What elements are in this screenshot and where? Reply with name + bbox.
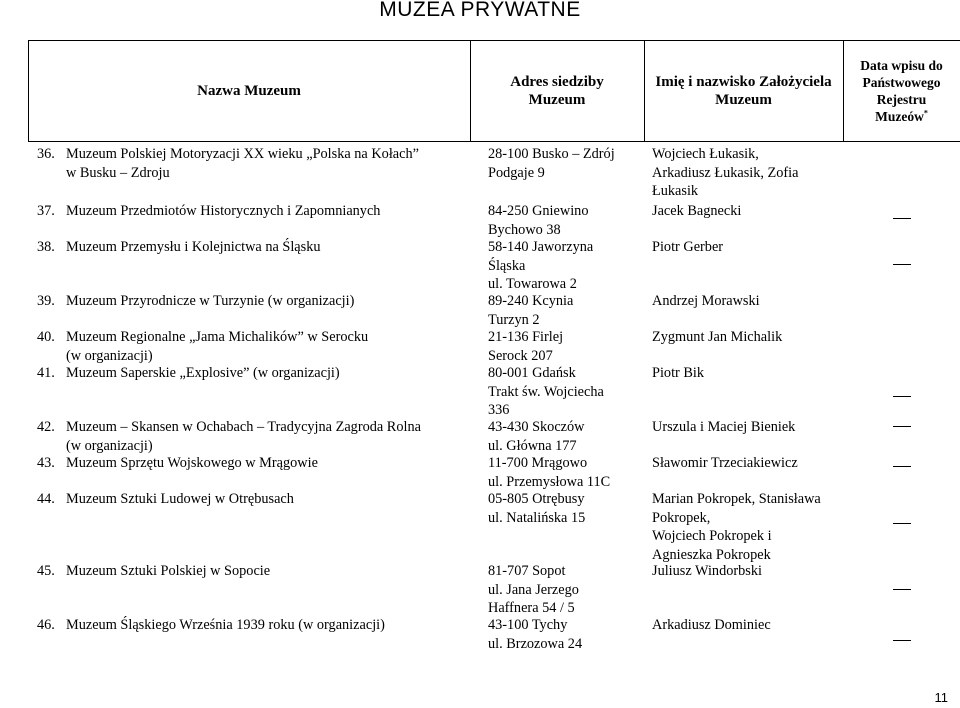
museum-name: Muzeum Przemysłu i Kolejnictwa na Śląsku — [66, 239, 321, 255]
museum-founder: Piotr Bik — [652, 365, 705, 381]
museum-address: 81-707 Sopot — [488, 563, 566, 579]
museum-name: (w organizacji) — [66, 347, 153, 364]
header-founder-line: Muzeum — [715, 91, 772, 108]
header-registry-line: Muzeów — [875, 108, 924, 124]
museum-address: Śląska — [488, 257, 526, 274]
museum-address: 58-140 Jaworzyna — [488, 239, 594, 255]
row-number: 41. — [37, 365, 55, 381]
museum-name: Muzeum Sprzętu Wojskowego w Mrągowie — [66, 455, 318, 471]
museum-address: Trakt św. Wojciecha — [488, 383, 604, 400]
museum-founder: Urszula i Maciej Bieniek — [652, 419, 796, 435]
row-number: 39. — [37, 293, 55, 309]
registry-dash — [893, 589, 911, 590]
row-number: 38. — [37, 239, 55, 255]
registry-dash — [893, 396, 911, 397]
museum-address: 11-700 Mrągowo — [488, 455, 588, 471]
row-number: 45. — [37, 563, 55, 579]
header-address — [470, 40, 644, 141]
museum-address: ul. Jana Jerzego — [488, 581, 579, 598]
museum-founder: Piotr Gerber — [652, 239, 724, 255]
museum-founder: Juliusz Windorbski — [652, 563, 762, 579]
registry-dash — [893, 640, 911, 641]
header-registry-line: Państwowego — [862, 74, 941, 90]
museum-address: Turzyn 2 — [488, 311, 540, 328]
museum-founder: Andrzej Morawski — [652, 293, 760, 309]
header-address-line: Muzeum — [528, 91, 586, 108]
museum-address: 28-100 Busko – Zdrój — [488, 146, 615, 162]
header-name-label: Nazwa Muzeum — [197, 82, 301, 99]
header-name — [28, 40, 470, 141]
row-number: 37. — [37, 203, 55, 219]
museum-address: 80-001 Gdańsk — [488, 365, 576, 381]
museum-name: Muzeum Przyrodnicze w Turzynie (w organizacji) — [66, 293, 355, 309]
museum-founder: Marian Pokropek, Stanisława — [652, 491, 821, 507]
museum-address: 89-240 Kcynia — [488, 293, 574, 309]
museum-founder: Łukasik — [652, 183, 699, 199]
museum-name: Muzeum Sztuki Ludowej w Otrębusach — [66, 491, 294, 507]
museum-founder: Pokropek, — [652, 509, 711, 526]
museum-founder: Wojciech Pokropek i — [652, 528, 772, 544]
museum-address: ul. Brzozowa 24 — [488, 635, 583, 652]
museum-address: ul. Natalińska 15 — [488, 509, 586, 526]
museum-founder: Zygmunt Jan Michalik — [652, 329, 783, 345]
museum-name: Muzeum Przedmiotów Historycznych i Zapomnianych — [66, 203, 381, 219]
museum-address: 43-430 Skoczów — [488, 419, 585, 435]
header-registry-line: Rejestru — [876, 91, 927, 107]
museum-founder: Arkadiusz Łukasik, Zofia — [652, 164, 799, 181]
museum-address: Podgaje 9 — [488, 164, 545, 181]
registry-dash — [893, 218, 911, 219]
museum-founder: Jacek Bagnecki — [652, 203, 742, 219]
museum-name: w Busku – Zdroju — [66, 164, 170, 181]
museum-address: Haffnera 54 / 5 — [488, 600, 575, 616]
museum-name: Muzeum Regionalne „Jama Michalików” w Serocku — [66, 329, 369, 345]
museum-name: Muzeum Saperskie „Explosive” (w organizacji) — [66, 365, 340, 381]
museum-name: (w organizacji) — [66, 437, 153, 454]
museum-founder: Arkadiusz Dominiec — [652, 617, 771, 633]
museum-address: 05-805 Otrębusy — [488, 491, 585, 507]
header-registry-line: Data wpisu do — [860, 57, 943, 73]
museum-founder: Agnieszka Pokropek — [652, 546, 771, 563]
header-address-line: Adres siedziby — [510, 73, 604, 90]
header-registry — [843, 40, 960, 141]
row-number: 46. — [37, 617, 55, 633]
row-number: 44. — [37, 491, 55, 507]
registry-dash — [893, 466, 911, 467]
page-number: 11 — [934, 690, 948, 705]
museum-address: 43-100 Tychy — [488, 617, 568, 633]
registry-dash — [893, 264, 911, 265]
museum-address: ul. Przemysłowa 11C — [488, 473, 611, 490]
museum-address: ul. Główna 177 — [488, 437, 577, 454]
museum-address: Bychowo 38 — [488, 221, 561, 238]
footnote-mark: * — [923, 108, 928, 117]
museum-founder: Wojciech Łukasik, — [652, 146, 759, 162]
registry-dash — [893, 523, 911, 524]
museum-name: Muzeum – Skansen w Ochabach – Tradycyjna Zagroda Rolna — [66, 419, 421, 435]
row-number: 40. — [37, 329, 55, 345]
museum-address: Serock 207 — [488, 347, 553, 364]
museum-name: Muzeum Sztuki Polskiej w Sopocie — [66, 563, 271, 579]
header-founder-line: Imię i nazwisko Założyciela — [655, 73, 832, 90]
header-bottom-border — [28, 141, 960, 142]
museum-name: Muzeum Polskiej Motoryzacji XX wieku „Polska na Kołach” — [66, 146, 419, 162]
museum-address: 21-136 Firlej — [488, 329, 564, 345]
header-founder — [644, 40, 843, 141]
museum-address: ul. Towarowa 2 — [488, 276, 577, 292]
museum-founder: Sławomir Trzeciakiewicz — [652, 455, 798, 471]
museum-address: 336 — [488, 402, 510, 418]
row-number: 42. — [37, 419, 55, 435]
registry-dash — [893, 426, 911, 427]
row-number: 43. — [37, 455, 55, 471]
museum-address: 84-250 Gniewino — [488, 203, 589, 219]
museum-name: Muzeum Śląskiego Września 1939 roku (w organizacji) — [66, 617, 385, 633]
page-title: MUZEA PRYWATNE — [379, 0, 581, 21]
row-number: 36. — [37, 146, 55, 162]
